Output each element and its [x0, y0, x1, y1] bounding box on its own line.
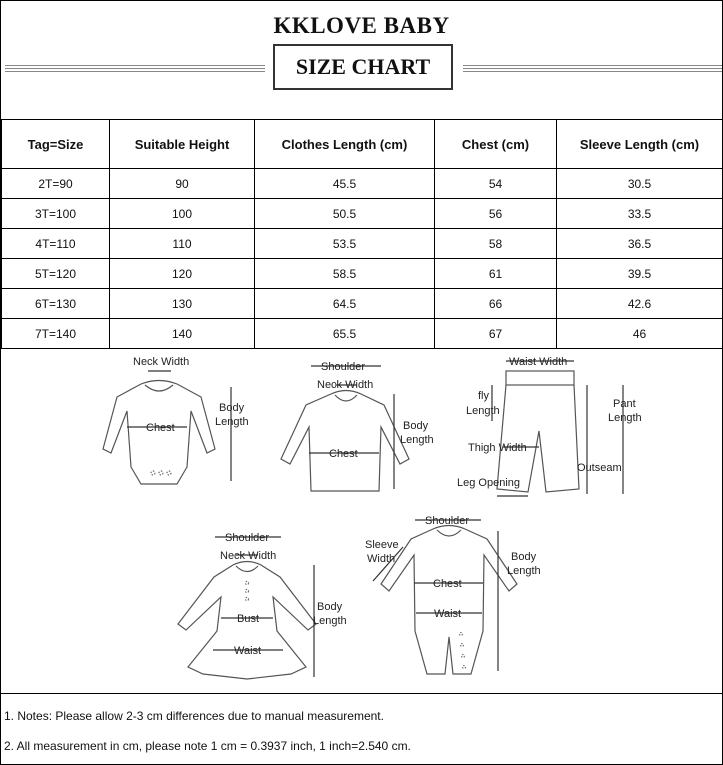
label-leg-opening: Leg Opening — [457, 477, 520, 489]
label-length: Length — [400, 434, 434, 446]
label-chest: Chest — [329, 448, 358, 460]
measurement-diagrams — [1, 348, 722, 695]
size-table — [1, 119, 723, 349]
note-1: 1. Notes: Please allow 2-3 cm differences due to manual measurement. — [4, 709, 384, 723]
table-row — [2, 169, 723, 199]
label-chest: Chest — [433, 578, 462, 590]
cell-chest: 58 — [435, 229, 557, 259]
cell-tag-size: 2T=90 — [2, 169, 110, 199]
label-waist-width: Waist Width — [509, 356, 568, 368]
notes-section — [1, 693, 722, 753]
cell-tag-size: 6T=130 — [2, 289, 110, 319]
label-body: Body — [511, 551, 537, 563]
cell-chest: 61 — [435, 259, 557, 289]
cell-height: 130 — [110, 289, 255, 319]
cell-clothes-length: 65.5 — [255, 319, 435, 349]
bodysuit-diagram — [103, 356, 249, 484]
top-diagram — [281, 361, 434, 491]
note-2: 2. All measurement in cm, please note 1 cm = 0.3937 inch, 1 inch=2.540 cm. — [4, 739, 411, 753]
label-body: Body — [403, 420, 429, 432]
cell-tag-size: 3T=100 — [2, 199, 110, 229]
decorative-rule-right — [463, 65, 722, 74]
label-sleeve-width: Width — [367, 553, 396, 565]
decorative-rule-left — [5, 65, 265, 74]
label-shoulder: Shoulder — [425, 515, 470, 527]
header-tag-size: Tag=Size — [2, 120, 110, 169]
label-length: Length — [313, 615, 347, 627]
label-length: Length — [215, 416, 249, 428]
cell-chest: 56 — [435, 199, 557, 229]
cell-clothes-length: 45.5 — [255, 169, 435, 199]
brand-name: KKLOVE BABY — [273, 13, 450, 38]
label-neck-width: Neck Width — [133, 356, 190, 368]
label-neck-width: Neck Width — [317, 379, 374, 391]
size-chart-title: SIZE CHART — [273, 44, 453, 90]
label-body: Body — [219, 402, 245, 414]
table-row — [2, 289, 723, 319]
label-fly-length: Length — [466, 405, 500, 417]
label-chest: Chest — [146, 422, 175, 434]
cell-sleeve-length: 42.6 — [557, 289, 723, 319]
pants-diagram — [457, 356, 642, 496]
cell-clothes-length: 53.5 — [255, 229, 435, 259]
cell-clothes-length: 58.5 — [255, 259, 435, 289]
cell-height: 120 — [110, 259, 255, 289]
dress-diagram — [178, 532, 347, 679]
label-waist: Waist — [234, 645, 262, 657]
cell-sleeve-length: 46 — [557, 319, 723, 349]
label-thigh-width: Thigh Width — [468, 442, 527, 454]
header-suitable-height: Suitable Height — [110, 120, 255, 169]
label-shoulder: Shoulder — [321, 361, 366, 373]
header-clothes-length: Clothes Length (cm) — [255, 120, 435, 169]
cell-chest: 66 — [435, 289, 557, 319]
label-shoulder: Shoulder — [225, 532, 270, 544]
table-row — [2, 319, 723, 349]
table-header-row — [2, 120, 723, 169]
romper-diagram — [365, 515, 541, 674]
header-sleeve-length: Sleeve Length (cm) — [557, 120, 723, 169]
label-fly: fly — [478, 390, 489, 402]
table-row — [2, 229, 723, 259]
label-waist: Waist — [434, 608, 462, 620]
label-neck-width: Neck Width — [220, 550, 277, 562]
cell-chest: 54 — [435, 169, 557, 199]
cell-height: 110 — [110, 229, 255, 259]
label-sleeve: Sleeve — [365, 539, 399, 551]
cell-tag-size: 7T=140 — [2, 319, 110, 349]
cell-sleeve-length: 30.5 — [557, 169, 723, 199]
cell-sleeve-length: 33.5 — [557, 199, 723, 229]
table-row — [2, 199, 723, 229]
table-row — [2, 259, 723, 289]
cell-chest: 67 — [435, 319, 557, 349]
cell-height: 100 — [110, 199, 255, 229]
label-length: Length — [507, 565, 541, 577]
cell-height: 140 — [110, 319, 255, 349]
cell-clothes-length: 64.5 — [255, 289, 435, 319]
cell-tag-size: 4T=110 — [2, 229, 110, 259]
label-pant-length: Length — [608, 412, 642, 424]
label-bust: Bust — [237, 613, 260, 625]
label-pant: Pant — [613, 398, 636, 410]
cell-tag-size: 5T=120 — [2, 259, 110, 289]
cell-clothes-length: 50.5 — [255, 199, 435, 229]
cell-sleeve-length: 39.5 — [557, 259, 723, 289]
cell-sleeve-length: 36.5 — [557, 229, 723, 259]
cell-height: 90 — [110, 169, 255, 199]
header-chest: Chest (cm) — [435, 120, 557, 169]
label-body: Body — [317, 601, 343, 613]
label-outseam: Outseam — [577, 462, 622, 474]
